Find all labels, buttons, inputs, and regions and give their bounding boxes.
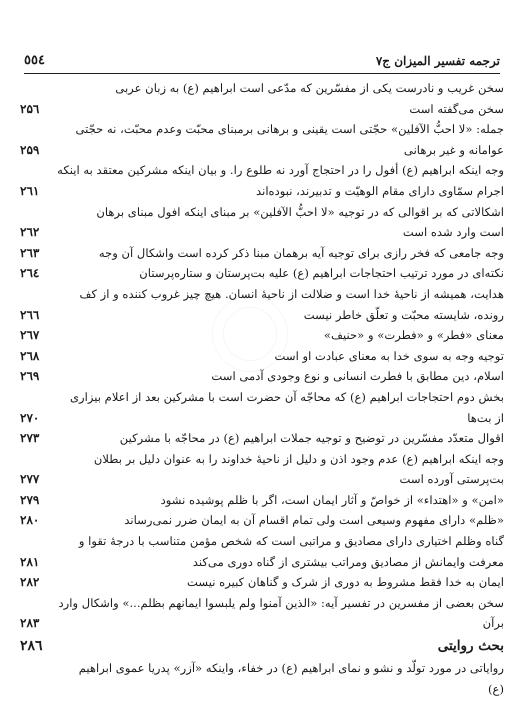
toc-entry <box>20 428 504 449</box>
toc-page-number: ۲۷۳ <box>20 431 40 446</box>
running-title: ترجمه تفسیر المیزان ج۷ <box>375 54 500 68</box>
toc-entry-line: معرفت وایمانش از مصادیق ومراتب بیشتری از گناه دوری می‌کند <box>192 554 504 569</box>
toc-entry <box>20 346 504 367</box>
toc-entry-line: معنای «فطر» و «فطرت» و «حنیف» <box>323 328 504 343</box>
toc-entry-line: بت‌پرستی آورده است <box>399 472 504 487</box>
toc-page-number: ۲٦۸ <box>20 348 40 363</box>
toc-entry <box>20 449 504 490</box>
toc-entry-line: برآن <box>482 616 504 631</box>
section-heading <box>20 634 504 658</box>
toc-page-number: ۲۸۳ <box>20 616 40 631</box>
toc-entry <box>20 243 504 264</box>
toc-entry-final <box>20 658 504 699</box>
toc-entry-line: سخن می‌گفته است <box>409 101 504 116</box>
header-rule <box>24 73 500 74</box>
toc-entry <box>20 531 504 572</box>
toc-entry-line: از بت‌ها <box>467 410 504 425</box>
toc-entry-line: (ع) <box>488 681 504 696</box>
toc-entry-line: هدایت، همیشه از ناحیهٔ خدا است و ضلالت از ناحیهٔ انسان. هیچ چیز غروب کننده و از کف <box>79 286 504 301</box>
toc-entry-line: بخش دوم احتجاجات ابراهیم (ع) که محاجّه آن حضرت است با مشرکین بعد از اعلام بیزاری <box>69 389 504 404</box>
toc-page-number: ۲٦۷ <box>20 328 40 343</box>
toc-page-number: ۲۸۲ <box>20 575 40 590</box>
toc-entry-line: اقوال متعدّد مفسّرین در توضیح و توجیه جملات ابراهیم (ع) در محاجّه با مشرکین <box>119 431 504 446</box>
toc-page-number: ۲۷۰ <box>20 410 40 425</box>
toc-page-number: ۲۵۹ <box>20 142 40 157</box>
toc-entry <box>20 263 504 284</box>
toc-entry-line: روایاتی در مورد تولّد و نشو و نمای ابراهیم (ع) در خفاء، واینکه «آزر» پدریا عموی ابراهیم <box>78 661 504 676</box>
toc-entry <box>20 593 504 634</box>
toc-entry-line: توجیه وجه به سوی خدا به معنای عبادت او است <box>274 348 504 363</box>
toc-entry-line: ایمان به خدا فقط مشروط به دوری از شرک و گناهان کبیره نیست <box>187 575 504 590</box>
toc-entry-line: است وارد شده است <box>402 225 504 240</box>
toc-page-number: ۲٦۳ <box>20 245 40 260</box>
toc-entry-line: سخن غریب و نادرست یکی از مفسّرین که مدّعی است ابراهیم (ع) به زبان عربی <box>115 81 504 95</box>
toc-entry <box>20 78 504 119</box>
toc-entry-line: وجه جامعی که فخر رازی برای توجیه آیه برهمان مبنا ذکر کرده است واشکال آن وجه <box>98 245 504 260</box>
toc-page-number: ۲٦۲ <box>20 225 40 240</box>
toc-entry-line: نکته‌ای در مورد ترتیب احتجاجات ابراهیم (ع) علیه بت‌پرستان و ستاره‌پرستان <box>139 266 504 281</box>
toc-entry-line: رونده، شایسته محبّت و تعلّق خاطر نیست <box>303 307 504 322</box>
section-title: بحث روایتی <box>437 638 504 655</box>
toc-page-number: ۲۷۹ <box>20 492 40 507</box>
page-number: ٥٥٤ <box>24 53 45 68</box>
toc-entry-line: سخن بعضی از مفسرین در تفسیر آیه: «الذین آمنوا ولم یلبسوا ایمانهم بظلم...» واشکال وارد <box>58 595 504 610</box>
toc-entry <box>20 490 504 511</box>
table-of-contents <box>20 78 504 699</box>
toc-page-number: ۲۸۱ <box>20 554 40 569</box>
page-header <box>24 46 500 68</box>
toc-page-number: ۲٦۹ <box>20 369 40 384</box>
toc-entry-line: اجرام سمّاوی دارای مقام الوهیّت و تدبیرند، نبوده‌اند <box>256 183 504 198</box>
toc-entry <box>20 160 504 201</box>
toc-entry-list <box>20 78 504 634</box>
toc-page-number: ۲۷۷ <box>20 472 40 487</box>
toc-entry <box>20 202 504 243</box>
toc-entry-line: گناه وظلم اختیاری دارای مصادیق و مراتبی است که شخص مؤمن متناسب با درجهٔ تقوا و <box>78 534 504 549</box>
toc-entry <box>20 119 504 160</box>
toc-page-number: ۲٦٤ <box>20 266 40 281</box>
toc-entry <box>20 572 504 593</box>
section-page-number: ۲۸٦ <box>20 638 43 655</box>
toc-entry <box>20 366 504 387</box>
toc-entry-line: اسلام، دین مطابق با فطرت انسانی و نوع وجودی آدمی است <box>211 369 504 384</box>
toc-entry-line: جمله: «لا احبُّ الآفلین» حجّتی است یقینی و برهانی برمبنای محبّت وعدم محبّت، نه حجّتی <box>75 122 504 137</box>
toc-page-number: ۲٦۱ <box>20 183 40 198</box>
toc-entry-line: «امن» و «اهتداء» از خواصّ و آثار ایمان است، اگر با ظلم پوشیده نشود <box>160 492 504 507</box>
toc-entry <box>20 510 504 531</box>
toc-entry <box>20 284 504 325</box>
toc-page-number: ۲٦٦ <box>20 307 40 322</box>
toc-entry <box>20 325 504 346</box>
toc-entry-line: وجه اینکه ابراهیم (ع) عدم وجود اذن و دلیل از ناحیهٔ خداوند را به عنوان دلیل بر بطلان <box>93 451 504 466</box>
toc-entry-line: عوامانه و غیر برهانی <box>403 142 504 157</box>
toc-entry-line: اشکالاتی که بر اقوالی که در توجیه «لا احبُّ الآفلین» بر مبنای اینکه افول مبنای برهان <box>96 204 504 219</box>
toc-page-number: ۲۵٦ <box>20 101 40 116</box>
toc-entry-line: «ظلم» دارای مفهوم وسیعی است ولی تمام اقسام آن به ایمان ضرر نمی‌رساند <box>124 513 504 528</box>
toc-page-number: ۲۸۰ <box>20 513 40 528</box>
toc-entry-line: وجه اینکه ابراهیم (ع) أفول را در احتجاج آورد نه طلوع را. و بیان اینکه مشرکین معتقد به اینکه <box>57 163 504 178</box>
toc-entry <box>20 387 504 428</box>
